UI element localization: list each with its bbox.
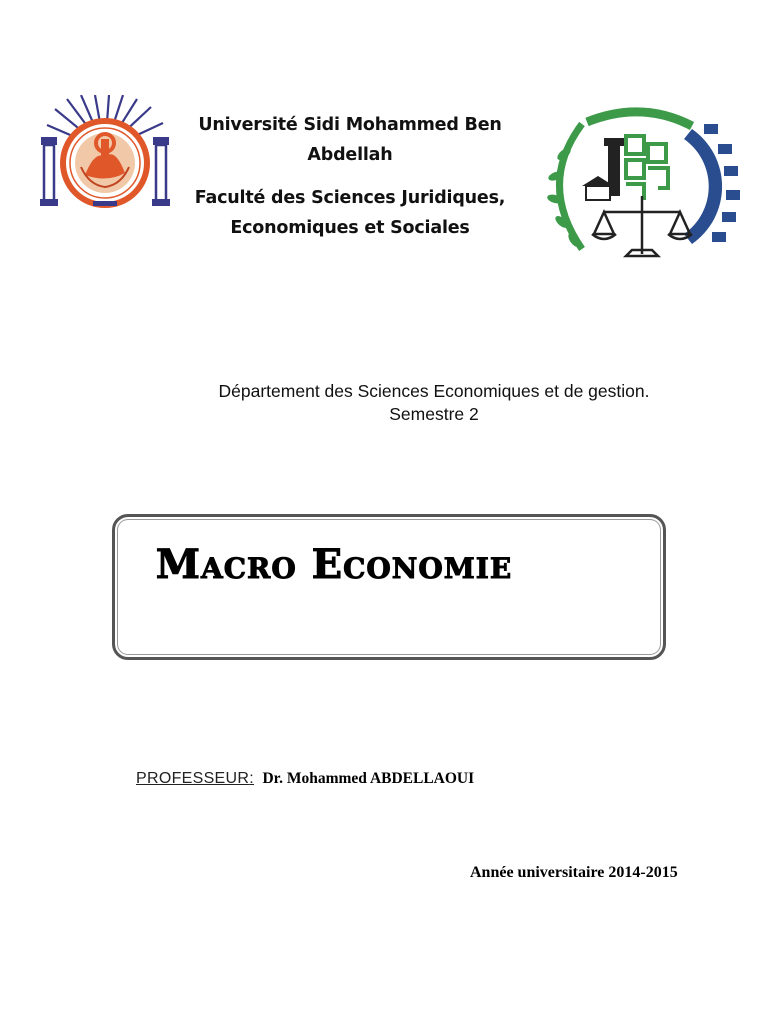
university-seal-icon — [37, 95, 173, 210]
semester-label: Semestre 2 — [389, 404, 479, 424]
faculty-name-line1: Faculté des Sciences Juridiques, — [194, 188, 506, 208]
faculty-name-line2: Economiques et Sociales — [230, 218, 470, 238]
professor-label-text: PROFESSEUR — [136, 770, 250, 787]
professor-line — [136, 770, 474, 788]
university-name-line2: Abdellah — [307, 145, 393, 165]
university-name-line1: Université Sidi Mohammed Ben — [198, 115, 502, 135]
faculty-scales-icon — [542, 104, 744, 269]
faculty-name — [180, 183, 520, 243]
course-title: Macro Economie — [155, 541, 513, 588]
department-info — [120, 380, 748, 426]
faculty-logo — [542, 104, 744, 269]
professor-label-colon: : — [249, 770, 254, 787]
department-name: Département des Sciences Economiques et de gestion. — [218, 381, 650, 401]
course-title-box — [112, 514, 666, 660]
professor-name: Dr. Mohammed ABDELLAOUI — [262, 770, 475, 787]
academic-year: Année universitaire 2014-2015 — [470, 864, 678, 881]
university-logo — [37, 95, 173, 210]
university-name — [180, 110, 520, 170]
professor-label — [136, 770, 254, 787]
